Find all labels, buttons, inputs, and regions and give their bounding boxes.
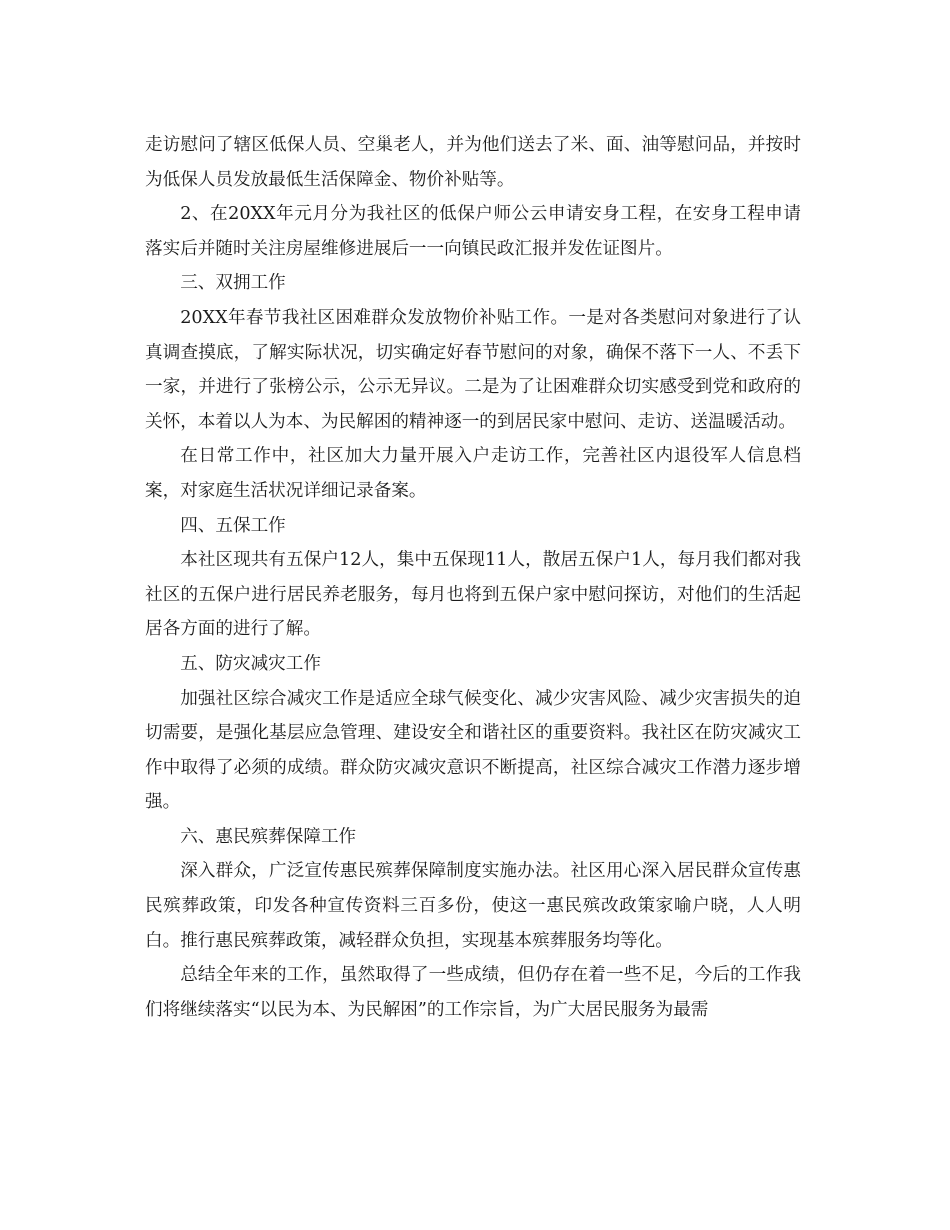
paragraph-five-guarantees: 本社区现共有五保户12人，集中五保现11人，散居五保户1人，每月我们都对我社区的五保户进行居民养老服务，每月也将到五保户家中慰问探访，对他们的生活起居各方面的进行了解。 bbox=[145, 550, 801, 640]
section-heading-double-support: 三、双拥工作 bbox=[180, 273, 286, 294]
document-page bbox=[145, 128, 801, 1027]
paragraph-disaster-prevention: 加强社区综合减灾工作是适应全球气候变化、减少灾害风险、减少灾害损失的迫切需要，是强化基层应急管理、建设安全和谐社区的重要资料。我社区在防灾减灾工作中取得了必须的成绩。群众防灾减灾意识不断提高，社区综合减灾工作潜力逐步增强。 bbox=[145, 688, 801, 813]
section-heading-disaster-prevention: 五、防灾减灾工作 bbox=[180, 653, 321, 674]
paragraph-spring-festival-subsidy: 20XX年春节我社区困难群众发放物价补贴工作。一是对各类慰问对象进行了认真调查摸底，了解实际状况，切实确定好春节慰问的对象，确保不落下一人、不丢下一家，并进行了张榜公示，公示无异议。二是为了让困难群众切实感受到党和政府的关怀，本着以人为本、为民解困的精神逐一的到居民家中慰问、走访、送温暖活动。 bbox=[145, 307, 801, 432]
paragraph-daily-work: 在日常工作中，社区加大力量开展入户走访工作，完善社区内退役军人信息档案，对家庭生活状况详细记录备案。 bbox=[145, 446, 801, 501]
paragraph-visit-low-income: 走访慰问了辖区低保人员、空巢老人，并为他们送去了米、面、油等慰问品，并按时为低保人员发放最低生活保障金、物价补贴等。 bbox=[145, 135, 801, 190]
paragraph-funeral-support: 深入群众，广泛宣传惠民殡葬保障制度实施办法。社区用心深入居民群众宣传惠民殡葬政策，印发各种宣传资料三百多份，使这一惠民殡改政策家喻户晓，人人明白。推行惠民殡葬政策，减轻群众负担，实现基本殡葬服务均等化。 bbox=[145, 861, 801, 951]
paragraph-summary: 总结全年来的工作，虽然取得了一些成绩，但仍存在着一些不足，今后的工作我们将继续落实“以民为本、为民解困”的工作宗旨，为广大居民服务为最需 bbox=[145, 965, 801, 1020]
paragraph-housing-project: 2、在20XX年元月分为我社区的低保户师公云申请安身工程，在安身工程申请落实后并随时关注房屋维修进展后一一向镇民政汇报并发佐证图片。 bbox=[145, 204, 801, 259]
section-heading-five-guarantees: 四、五保工作 bbox=[180, 515, 286, 536]
section-heading-funeral-support: 六、惠民殡葬保障工作 bbox=[180, 826, 357, 847]
